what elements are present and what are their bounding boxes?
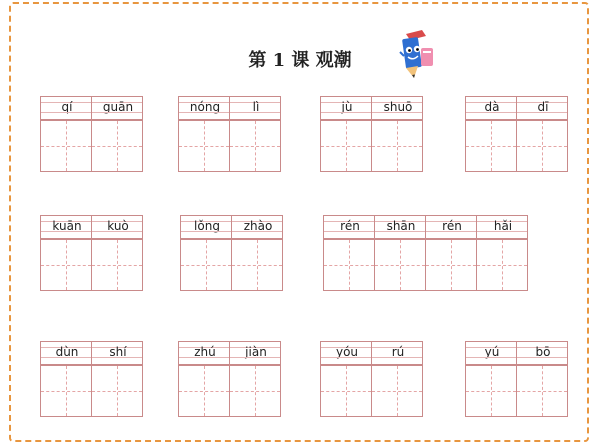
pinyin-box xyxy=(323,215,375,239)
tianzige-cell xyxy=(178,341,230,417)
pinyin-box xyxy=(371,341,423,365)
word-block xyxy=(323,215,528,291)
pinyin-box xyxy=(320,341,372,365)
pinyin-label: kuò xyxy=(107,219,129,233)
character-writing-box[interactable] xyxy=(91,239,143,291)
pinyin-label: yú xyxy=(484,345,500,359)
pinyin-label: kuān xyxy=(52,219,82,233)
tianzige-cell xyxy=(465,96,517,172)
tianzige-cell xyxy=(425,215,477,291)
pinyin-box xyxy=(465,96,517,120)
word-block xyxy=(465,96,568,172)
pinyin-label: rén xyxy=(442,219,462,233)
character-writing-box[interactable] xyxy=(476,239,528,291)
word-block xyxy=(40,341,143,417)
pinyin-label: dà xyxy=(484,100,500,114)
pinyin-box xyxy=(465,341,517,365)
tianzige-cell xyxy=(374,215,426,291)
pinyin-box xyxy=(91,215,143,239)
tianzige-cell xyxy=(180,215,232,291)
tianzige-cell xyxy=(516,96,568,172)
tianzige-cell xyxy=(40,341,92,417)
tianzige-cell xyxy=(229,96,281,172)
tianzige-cell xyxy=(178,96,230,172)
tianzige-cell xyxy=(40,96,92,172)
pinyin-label: jù xyxy=(341,100,353,114)
word-block xyxy=(180,215,283,291)
tianzige-cell xyxy=(371,341,423,417)
character-writing-box[interactable] xyxy=(320,365,372,417)
tianzige-cell xyxy=(320,341,372,417)
pinyin-box xyxy=(371,96,423,120)
pinyin-box xyxy=(91,96,143,120)
tianzige-cell xyxy=(229,341,281,417)
word-block xyxy=(465,341,568,417)
character-writing-box[interactable] xyxy=(371,120,423,172)
character-writing-box[interactable] xyxy=(178,120,230,172)
character-writing-box[interactable] xyxy=(229,120,281,172)
pinyin-box xyxy=(180,215,232,239)
tianzige-cell xyxy=(91,215,143,291)
pinyin-label: lǒng xyxy=(194,219,220,233)
pinyin-label: shān xyxy=(386,219,416,233)
character-writing-box[interactable] xyxy=(229,365,281,417)
character-writing-box[interactable] xyxy=(465,365,517,417)
pinyin-label: shuō xyxy=(383,100,413,114)
character-writing-box[interactable] xyxy=(516,365,568,417)
pinyin-box xyxy=(516,96,568,120)
pinyin-label: jiàn xyxy=(245,345,267,359)
character-writing-box[interactable] xyxy=(516,120,568,172)
tianzige-cell xyxy=(91,341,143,417)
word-block xyxy=(40,215,143,291)
character-writing-box[interactable] xyxy=(323,239,375,291)
tianzige-cell xyxy=(91,96,143,172)
pinyin-box xyxy=(516,341,568,365)
pinyin-label: zhào xyxy=(243,219,273,233)
tianzige-cell xyxy=(40,215,92,291)
word-block xyxy=(320,96,423,172)
tianzige-cell xyxy=(465,341,517,417)
character-writing-box[interactable] xyxy=(40,365,92,417)
character-writing-box[interactable] xyxy=(91,120,143,172)
pinyin-label: lì xyxy=(252,100,260,114)
word-block xyxy=(178,341,281,417)
character-writing-box[interactable] xyxy=(320,120,372,172)
character-writing-box[interactable] xyxy=(91,365,143,417)
character-writing-box[interactable] xyxy=(371,365,423,417)
pinyin-label: dī xyxy=(537,100,549,114)
character-writing-box[interactable] xyxy=(425,239,477,291)
pinyin-label: zhú xyxy=(194,345,216,359)
pinyin-box xyxy=(425,215,477,239)
page-title: 第 1 课 观潮 xyxy=(248,50,352,71)
pinyin-box xyxy=(320,96,372,120)
character-writing-box[interactable] xyxy=(465,120,517,172)
tianzige-cell xyxy=(320,96,372,172)
pinyin-box xyxy=(40,215,92,239)
pinyin-label: dùn xyxy=(55,345,79,359)
tianzige-cell xyxy=(323,215,375,291)
word-block xyxy=(178,96,281,172)
character-writing-box[interactable] xyxy=(40,239,92,291)
tianzige-cell xyxy=(516,341,568,417)
pinyin-label: rén xyxy=(340,219,360,233)
pinyin-box xyxy=(476,215,528,239)
pinyin-box xyxy=(178,341,230,365)
character-writing-box[interactable] xyxy=(178,365,230,417)
pinyin-box xyxy=(374,215,426,239)
pinyin-box xyxy=(231,215,283,239)
tianzige-cell xyxy=(371,96,423,172)
character-writing-box[interactable] xyxy=(180,239,232,291)
pinyin-label: shí xyxy=(109,345,127,359)
pinyin-box xyxy=(40,341,92,365)
tianzige-cell xyxy=(476,215,528,291)
pinyin-label: hǎi xyxy=(493,219,513,233)
pinyin-box xyxy=(178,96,230,120)
pencil-mascot-icon xyxy=(392,26,438,82)
pinyin-label: nóng xyxy=(189,100,221,114)
pinyin-label: yóu xyxy=(335,345,359,359)
tianzige-cell xyxy=(231,215,283,291)
pinyin-label: guān xyxy=(102,100,134,114)
word-block xyxy=(320,341,423,417)
pinyin-label: bō xyxy=(535,345,551,359)
pinyin-label: qí xyxy=(61,100,73,114)
character-writing-box[interactable] xyxy=(40,120,92,172)
pinyin-box xyxy=(229,341,281,365)
pinyin-box xyxy=(91,341,143,365)
character-writing-box[interactable] xyxy=(231,239,283,291)
pinyin-box xyxy=(40,96,92,120)
pinyin-box xyxy=(229,96,281,120)
word-block xyxy=(40,96,143,172)
pinyin-label: rú xyxy=(391,345,405,359)
character-writing-box[interactable] xyxy=(374,239,426,291)
